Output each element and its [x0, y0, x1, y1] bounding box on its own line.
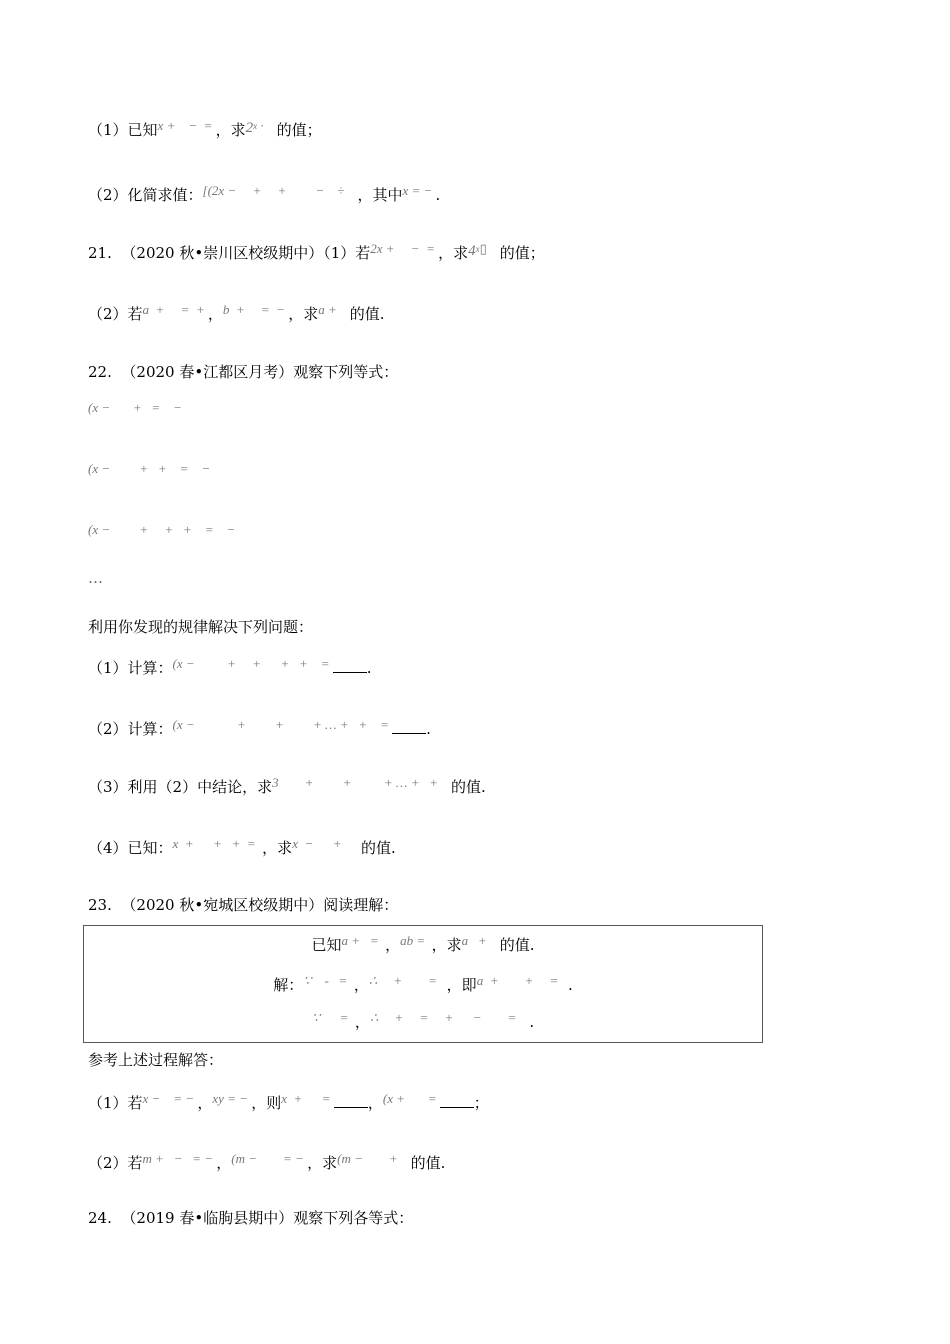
q22-part4: [88, 838, 396, 859]
q23-part2-math2: (m − = −: [231, 1151, 308, 1166]
q23-part2-mid: ，求: [307, 1154, 338, 1172]
q23-part2-math1: m + − = −: [142, 1151, 217, 1166]
q23-part2-label: （2）若: [88, 1154, 143, 1172]
q21-source: （2020 秋•崇川区校级期中）: [121, 244, 324, 262]
q20-part2-mid: ，其中: [357, 186, 403, 204]
q23-box-line3: [84, 1012, 762, 1033]
q21-part2: [88, 304, 385, 325]
q23-box-l1-end: 的值.: [499, 936, 535, 954]
q23-box-l2-sep: ，: [353, 976, 369, 994]
q22-source: （2020 春•江都区月考）: [121, 363, 294, 381]
q22-part1-math: (x − + + + + =: [172, 656, 333, 671]
q21-number: 21.: [88, 244, 112, 262]
q23-part1-blank1[interactable]: [334, 1093, 368, 1108]
q22-part3-math: 3 + + + … + +: [272, 775, 452, 790]
q23-after: [88, 1050, 223, 1070]
q20-part2-end: .: [435, 186, 441, 204]
q22-ellipsis-text: …: [88, 569, 103, 587]
q22-heading: [88, 362, 398, 382]
q22-part4-math1: x + + + =: [172, 836, 263, 851]
q23-box-line1: [84, 935, 762, 956]
q23-box-line2: [84, 975, 762, 996]
q22-part2-end: .: [426, 720, 431, 738]
q21-part1-sup: x: [475, 244, 480, 254]
q21-part2-end: 的值.: [349, 305, 385, 323]
q22-part1-blank[interactable]: [333, 658, 367, 673]
q22-part4-mid: ，求: [262, 839, 293, 857]
q22-task: [88, 617, 313, 637]
q23-source: （2020 秋•宛城区校级期中）: [121, 896, 324, 914]
q22-part2-blank[interactable]: [392, 719, 426, 734]
q24-source: （2019 春•临朐县期中）: [121, 1209, 294, 1227]
q20-part2-math1: [(2x − + + − ÷: [202, 183, 358, 198]
q23-box-l1-math2: ab =: [400, 933, 432, 948]
q23-reading-box: [83, 925, 763, 1043]
q22-part3: [88, 777, 486, 798]
q21-part2-label: （2）若: [88, 305, 143, 323]
q23-box-l2-math3: a + + =: [476, 973, 569, 988]
q20-part1-label: （1）已知: [88, 121, 158, 139]
q20-part1: [88, 120, 322, 142]
q23-part1-math1: x − = −: [142, 1091, 198, 1106]
q22-part2-math: (x − + + + … + + =: [172, 717, 393, 732]
q23-box-l2-mid: ，即: [446, 976, 477, 994]
q23-after-text: 参考上述过程解答：: [88, 1051, 224, 1069]
q22-intro: 观察下列等式：: [293, 363, 399, 381]
q23-box-l3-math1: ∵ =: [311, 1010, 355, 1025]
q23-box-l1-math1: a + =: [341, 933, 386, 948]
q23-box-l1-sep: ，: [385, 936, 401, 954]
q23-box-l2-math2: ∴ + =: [368, 973, 447, 988]
q22-part1-label: （1）计算：: [88, 659, 173, 677]
q23-part1-label: （1）若: [88, 1094, 143, 1112]
q22-equation-3: [88, 524, 238, 545]
q22-eq2-math: (x − + + = −: [88, 461, 214, 476]
q23-box-l3-math2: ∴ + = + − =: [369, 1010, 530, 1025]
q20-part1-end: 的值；: [276, 121, 322, 139]
q23-part1: [88, 1093, 489, 1114]
q21-part2-math1: a + = +: [142, 302, 208, 317]
q20-part2: [88, 185, 440, 206]
q20-part1-math3: ·: [257, 118, 277, 133]
q23-part1-sep: ，: [197, 1094, 213, 1112]
q22-ellipsis: [88, 568, 103, 588]
q23-part1-math2: xy = −: [212, 1091, 252, 1106]
q20-part2-math2: x = −: [402, 183, 436, 198]
q22-number: 22.: [88, 363, 112, 381]
q21-part1-math2: 4: [468, 243, 476, 259]
q20-part1-mid: ，求: [215, 121, 246, 139]
q21-part2-math2: b + = −: [222, 302, 289, 317]
q23-box-l1-mid: ，求: [431, 936, 462, 954]
q22-part3-label: （3）利用（2）中结论，求: [88, 778, 273, 796]
q21-part1-math3: ▯: [479, 241, 500, 256]
q22-part2-label: （2）计算：: [88, 720, 173, 738]
q22-part4-end: 的值.: [361, 839, 396, 857]
q23-part2-end: 的值.: [410, 1154, 446, 1172]
q23-part1-mid: ，则: [251, 1094, 282, 1112]
q20-part1-sup: x: [253, 121, 258, 131]
q22-part3-end: 的值.: [451, 778, 486, 796]
q20-part2-label: （2）化简求值：: [88, 186, 203, 204]
q23-box-l2-label: 解：: [273, 976, 304, 994]
q23-box-l3-end: .: [529, 1013, 535, 1031]
q23-box-l3-sep: ，: [354, 1013, 370, 1031]
q21-part2-mid: ，求: [288, 305, 319, 323]
q21-part1-math1: 2x + − =: [370, 241, 439, 256]
q23-part1-math3: x + =: [281, 1091, 334, 1106]
q22-part4-math2: x − +: [292, 836, 362, 851]
q22-eq3-math: (x − + + + = −: [88, 522, 239, 537]
q23-number: 23.: [88, 896, 112, 914]
q21-part2-math3: a +: [318, 302, 350, 317]
q21-part1-mid: ，求: [438, 244, 469, 262]
q22-part4-label: （4）已知：: [88, 839, 173, 857]
q23-box-l1-math3: a +: [461, 933, 500, 948]
q21-part1-label: （1）若: [323, 244, 371, 262]
q23-part2-sep: ，: [216, 1154, 232, 1172]
q20-part1-math1: x + − =: [157, 118, 216, 133]
q22-eq1-math: (x − + = −: [88, 400, 186, 415]
q23-part1-sep2: ，: [367, 1094, 383, 1112]
q20-part1-math2: 2: [245, 120, 254, 136]
q23-part1-math4: (x + =: [382, 1091, 440, 1106]
q23-box-l2-end: .: [568, 976, 573, 994]
q24-number: 24.: [88, 1209, 112, 1227]
q22-task-text: 利用你发现的规律解决下列问题：: [88, 618, 314, 636]
q23-box-l2-math1: ∵ ‐ =: [303, 973, 354, 988]
q22-part1-end: .: [366, 659, 372, 677]
q21-part1-end: 的值；: [499, 244, 545, 262]
q24-intro: 观察下列各等式：: [293, 1209, 414, 1227]
q23-part1-end: ；: [473, 1094, 489, 1112]
q24-heading: [88, 1208, 413, 1228]
q23-intro: 阅读理解：: [323, 896, 399, 914]
q22-part2: [88, 719, 431, 740]
q22-part1: [88, 658, 372, 679]
q22-equation-1: [88, 402, 185, 423]
q23-heading: [88, 895, 398, 915]
q21-part2-sep: ，: [207, 305, 223, 323]
q23-part2-math3: (m − +: [337, 1151, 411, 1166]
q23-part1-blank2[interactable]: [440, 1093, 474, 1108]
q21-heading: [88, 243, 545, 265]
q23-box-l1-label: 已知: [311, 936, 342, 954]
q23-part2: [88, 1153, 445, 1174]
q22-equation-2: [88, 463, 213, 484]
